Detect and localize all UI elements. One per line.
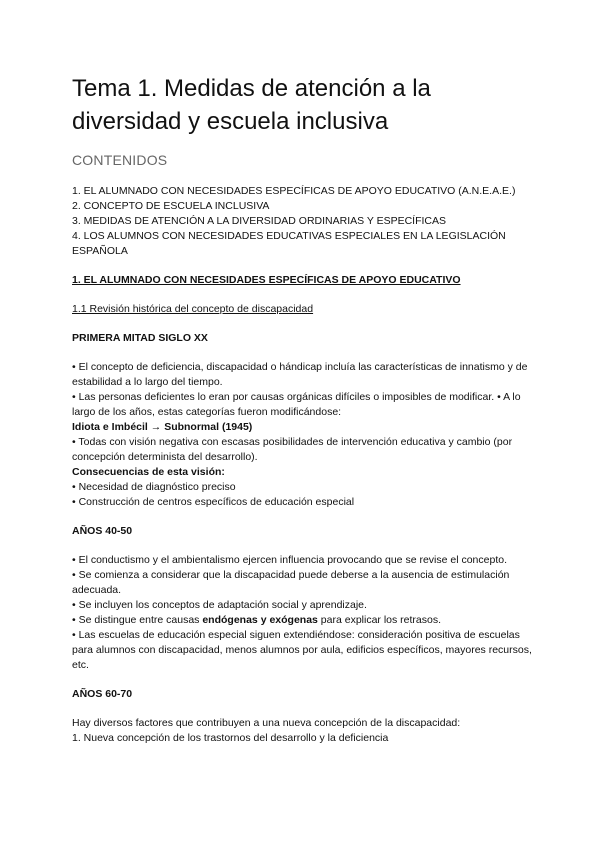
paragraph: • Se incluyen los conceptos de adaptación social y aprendizaje.: [72, 599, 367, 611]
paragraph-bold: Consecuencias de esta visión:: [72, 466, 225, 478]
toc-item: 4. LOS ALUMNOS CON NECESIDADES EDUCATIVAS ESPECIALES EN LA LEGISLACIÓN ESPAÑOLA: [72, 230, 506, 257]
anos-60-70-body: [72, 716, 540, 746]
primera-mitad-heading: PRIMERA MITAD SIGLO XX: [72, 332, 208, 344]
paragraph: Hay diversos factores que contribuyen a una nueva concepción de la discapacidad:: [72, 717, 461, 729]
paragraph: • Se comienza a considerar que la discapacidad puede deberse a la ausencia de estimulación adecuada.: [72, 569, 510, 596]
anos-60-70-heading: AÑOS 60-70: [72, 688, 133, 700]
toc-item: 1. EL ALUMNADO CON NECESIDADES ESPECÍFICAS DE APOYO EDUCATIVO (A.N.E.A.E.): [72, 185, 516, 197]
toc-item: 2. CONCEPTO DE ESCUELA INCLUSIVA: [72, 200, 270, 212]
subsection-1-1-heading: 1.1 Revisión histórica del concepto de discapacidad: [72, 303, 314, 315]
toc-item: 3. MEDIDAS DE ATENCIÓN A LA DIVERSIDAD ORDINARIAS Y ESPECÍFICAS: [72, 215, 447, 227]
text-span-bold: endógenas y exógenas: [202, 614, 318, 626]
table-of-contents: [72, 184, 540, 259]
paragraph: • El concepto de deficiencia, discapacidad o hándicap incluía las características de innatismo y de estabilidad a lo largo del tiempo.: [72, 361, 528, 388]
section-1-heading: 1. EL ALUMNADO CON NECESIDADES ESPECÍFICAS DE APOYO EDUCATIVO: [72, 274, 461, 286]
paragraph: • Todas con visión negativa con escasas posibilidades de intervención educativa y cambio (por concepción determinista del desarrollo).: [72, 436, 513, 463]
document-title: Tema 1. Medidas de atención a la diversidad y escuela inclusiva: [72, 75, 431, 135]
paragraph: 1. Nueva concepción de los trastornos del desarrollo y la deficiencia: [72, 732, 389, 744]
paragraph: • Construcción de centros específicos de educación especial: [72, 496, 355, 508]
paragraph: [72, 613, 540, 628]
text-span: • Se distingue entre causas: [72, 614, 203, 626]
paragraph: • Las escuelas de educación especial siguen extendiéndose: consideración positiva de escuelas para alumnos con discapacidad, menos alumnos por aula, edificios específicos, mayores recursos, etc.: [72, 629, 532, 671]
paragraph: • Las personas deficientes lo eran por causas orgánicas difíciles o imposibles de modificar. • A lo largo de los años, estas categorías fueron modificándose:: [72, 391, 521, 418]
paragraph-bold: Idiota e Imbécil → Subnormal (1945): [72, 421, 253, 433]
paragraph: • El conductismo y el ambientalismo ejercen influencia provocando que se revise el concepto.: [72, 554, 507, 566]
contents-label: CONTENIDOS: [72, 152, 168, 168]
text-span: para explicar los retrasos.: [317, 614, 442, 626]
paragraph: • Necesidad de diagnóstico preciso: [72, 481, 236, 493]
primera-mitad-body: [72, 360, 540, 510]
anos-40-50-heading: AÑOS 40-50: [72, 525, 133, 537]
anos-40-50-body: [72, 553, 540, 673]
